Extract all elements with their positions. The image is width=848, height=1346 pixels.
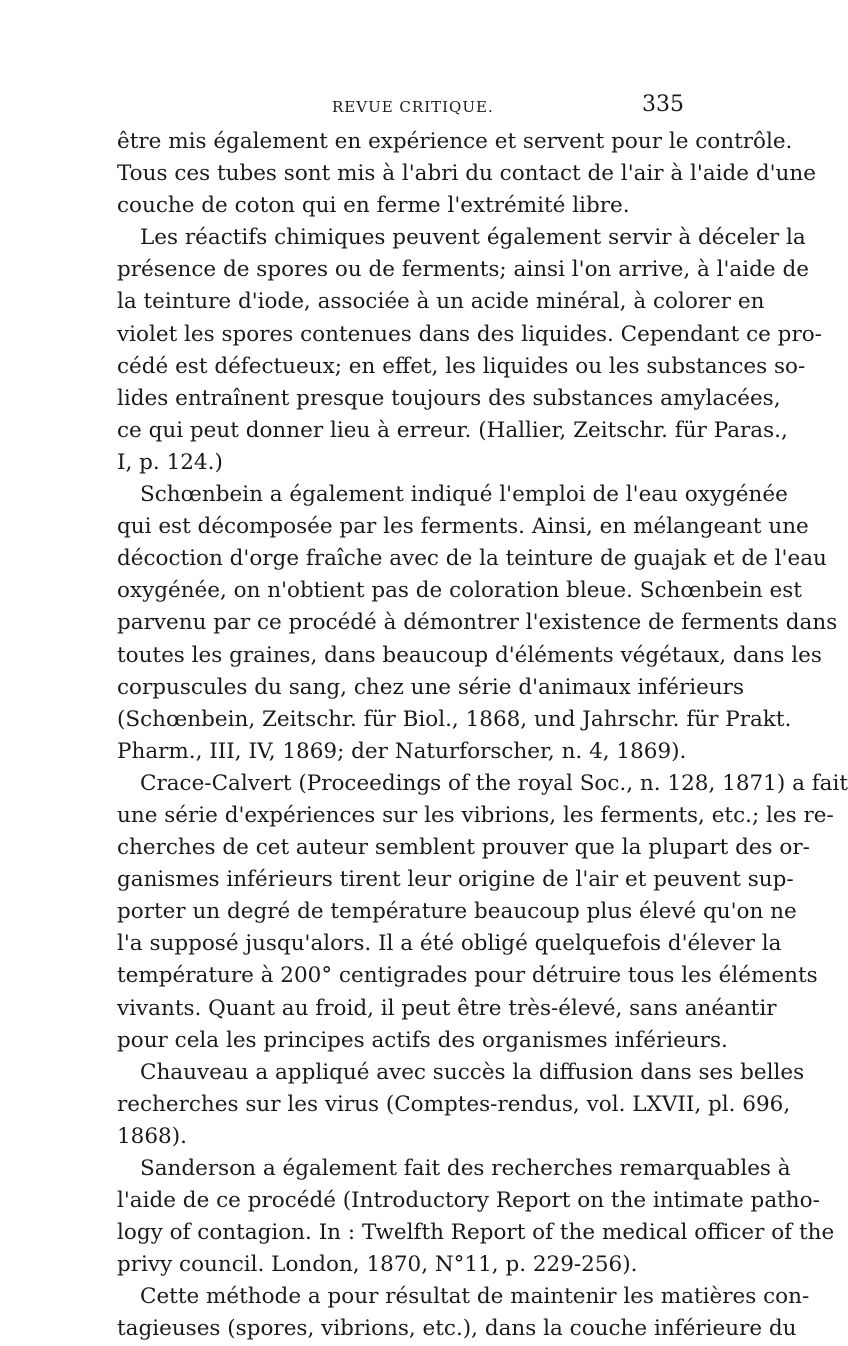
text-line: Crace-Calvert (Proceedings of the royal Soc., n. 128, 1871) a fait [140,770,848,796]
text-line: ganismes inférieurs tirent leur origine de l'air et peuvent sup- [117,867,794,893]
text-line: température à 200° centigrades pour détruire tous les éléments [117,963,818,989]
text-line: être mis également en expérience et servent pour le contrôle. [117,129,793,154]
text-line: corpuscules du sang, chez une série d'animaux inférieurs [117,674,744,700]
text-line: Les réactifs chimiques peuvent également servir à déceler la [140,225,806,251]
text-line: I, p. 124.) [117,449,223,475]
text-line: Sanderson a également fait des recherches remarquables à [140,1156,791,1181]
text-line: cédé est défectueux; en effet, les liquides ou les substances so- [117,353,806,379]
text-line: couche de coton qui en ferme l'extrémité libre. [117,193,630,219]
text-line: l'a supposé jusqu'alors. Il a été obligé quelquefois d'élever la [117,931,782,957]
text-line: vivants. Quant au froid, il peut être très-élevé, sans anéantir [117,995,777,1021]
text-line: Chauveau a appliqué avec succès la diffusion dans ses belles [140,1059,805,1085]
text-line: Cette méthode a pour résultat de maintenir les matières con- [140,1284,810,1310]
text-line: Pharm., III, IV, 1869; der Naturforscher, n. 4, 1869). [117,738,687,764]
text-line: (Schœnbein, Zeitschr. für Biol., 1868, und Jahrschr. für Prakt. [117,706,792,732]
text-line: porter un degré de température beaucoup plus élevé qu'on ne [117,899,797,925]
text-line: lides entraînent presque toujours des substances amylacées, [117,385,781,411]
text-line: décoction d'orge fraîche avec de la teinture de guajak et de l'eau [117,546,827,572]
text-line: cherches de cet auteur semblent prouver que la plupart des or- [117,835,810,861]
text-line: pour cela les principes actifs des organismes inférieurs. [117,1027,728,1053]
text-line: Tous ces tubes sont mis à l'abri du contact de l'air à l'aide d'une [117,161,816,187]
text-line: la teinture d'iode, associée à un acide minéral, à colorer en [117,289,765,315]
text-line: 1868). [117,1123,187,1149]
running-head [0,92,800,122]
text-line: oxygénée, on n'obtient pas de coloration bleue. Schœnbein est [117,578,802,604]
text-line: une série d'expériences sur les vibrions, les ferments, etc.; les re- [117,802,834,828]
text-line: violet les spores contenues dans des liquides. Cependant ce pro- [117,321,822,347]
text-line: présence de spores ou de ferments; ainsi l'on arrive, à l'aide de [117,257,809,283]
text-line: toutes les graines, dans beaucoup d'éléments végétaux, dans les [117,642,822,668]
page-number: 335 [642,92,684,117]
text-line: logy of contagion. In : Twelfth Report of the medical officer of the [117,1220,835,1246]
body-text [117,126,848,1346]
running-title: REVUE CRITIQUE. [332,98,494,116]
text-line: qui est décomposée par les ferments. Ainsi, en mélangeant une [117,514,809,540]
text-line: privy council. London, 1870, N°11, p. 229-256). [117,1252,638,1278]
text-line: l'aide de ce procédé (Introductory Report on the intimate patho- [117,1188,820,1214]
text-line: ce qui peut donner lieu à erreur. (Hallier, Zeitschr. für Paras., [117,417,788,443]
text-line: parvenu par ce procédé à démontrer l'existence de ferments dans [117,610,838,636]
text-line: Schœnbein a également indiqué l'emploi de l'eau oxygénée [140,482,788,508]
text-line: tagieuses (spores, vibrions, etc.), dans la couche inférieure du [117,1316,797,1342]
text-line: recherches sur les virus (Comptes-rendus, vol. LXVII, pl. 696, [117,1091,791,1117]
